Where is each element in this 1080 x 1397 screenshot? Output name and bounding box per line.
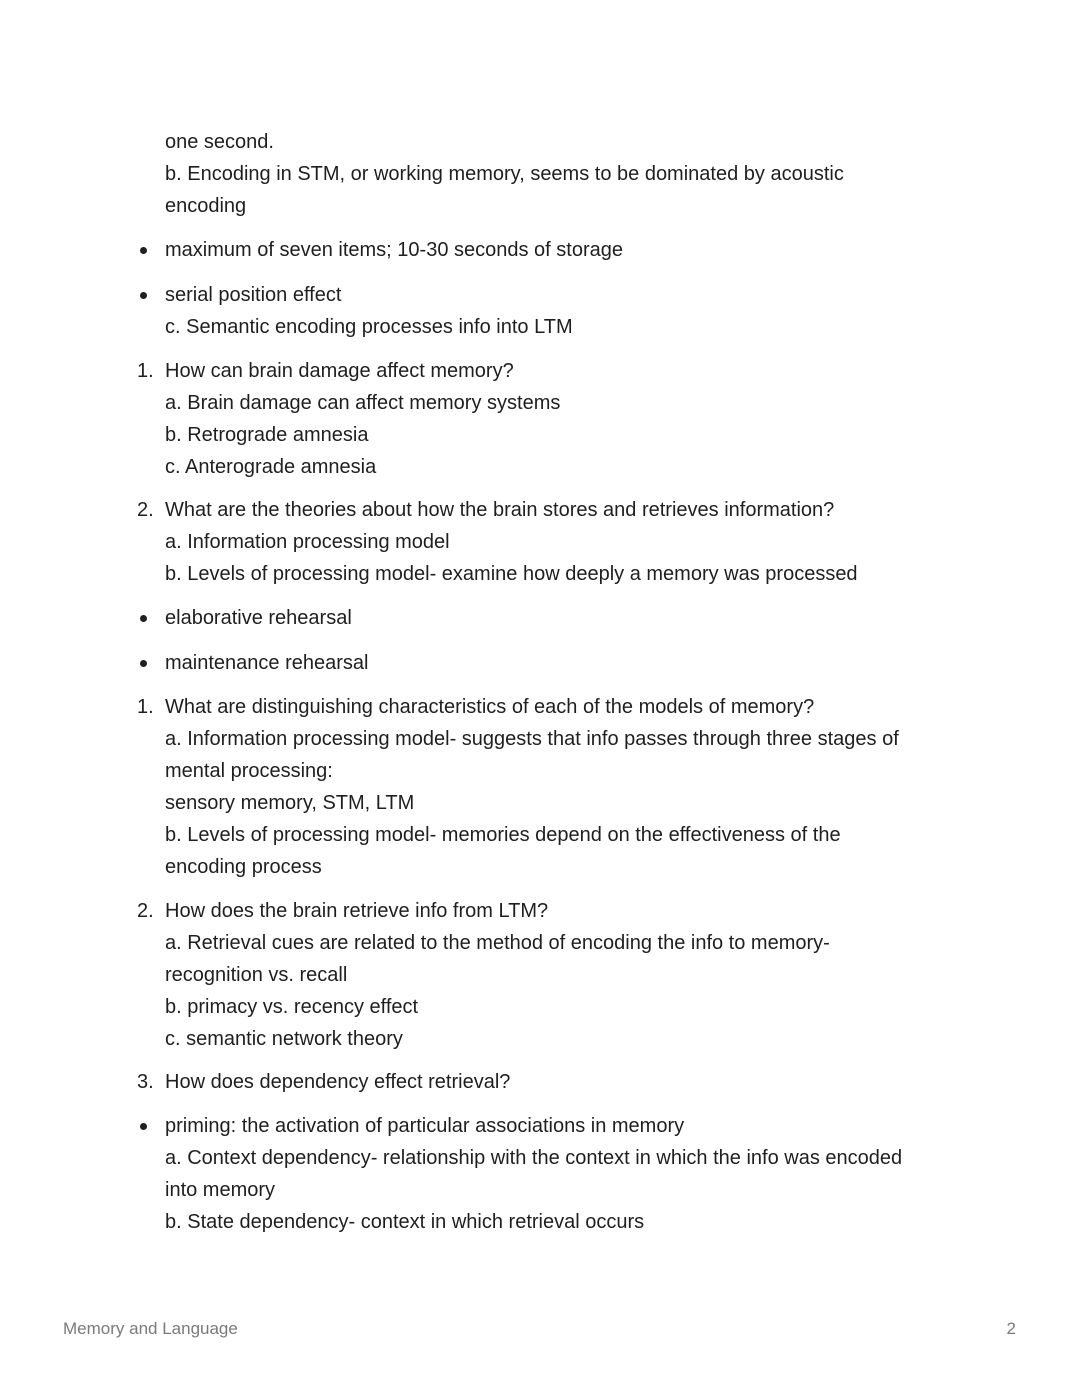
text-line: encoding process bbox=[165, 856, 322, 878]
footer-page-number: 2 bbox=[1006, 1319, 1016, 1338]
item-number: 1. bbox=[137, 360, 154, 382]
numbered-item bbox=[137, 494, 967, 590]
text-line: elaborative rehearsal bbox=[165, 607, 352, 629]
text-line: maintenance rehearsal bbox=[165, 652, 369, 674]
item-lines bbox=[165, 895, 967, 1055]
item-lines bbox=[165, 1066, 967, 1098]
item-lines bbox=[165, 234, 967, 266]
text-line: mental processing: bbox=[165, 760, 333, 782]
numbered-item bbox=[137, 1066, 967, 1098]
bullet-icon bbox=[140, 615, 147, 622]
item-lines bbox=[165, 647, 967, 679]
bullet-icon bbox=[140, 1123, 147, 1130]
bullet-item bbox=[137, 602, 967, 634]
text-line: What are distinguishing characteristics of each of the models of memory? bbox=[165, 696, 815, 718]
text-line: How can brain damage affect memory? bbox=[165, 360, 514, 382]
bullet-icon bbox=[140, 292, 147, 299]
text-line: a. Information processing model bbox=[165, 531, 450, 553]
text-line: b. Levels of processing model- examine how deeply a memory was processed bbox=[165, 563, 858, 585]
item-number: 3. bbox=[137, 1071, 154, 1093]
text-line: How does the brain retrieve info from LTM? bbox=[165, 900, 549, 922]
text-line: into memory bbox=[165, 1179, 276, 1201]
text-line: c. Semantic encoding processes info into LTM bbox=[165, 316, 573, 338]
text-line: c. semantic network theory bbox=[165, 1028, 403, 1050]
bullet-icon bbox=[140, 247, 147, 254]
text-line: b. Encoding in STM, or working memory, seems to be dominated by acoustic bbox=[165, 163, 844, 185]
text-line: encoding bbox=[165, 195, 247, 217]
bullet-item bbox=[137, 1110, 967, 1238]
item-lines bbox=[165, 1110, 967, 1238]
text-line: b. Retrograde amnesia bbox=[165, 424, 369, 446]
item-lines bbox=[165, 355, 967, 483]
text-line: What are the theories about how the brain stores and retrieves information? bbox=[165, 499, 835, 521]
text-line: sensory memory, STM, LTM bbox=[165, 792, 415, 814]
text-line: How does dependency effect retrieval? bbox=[165, 1071, 511, 1093]
item-lines bbox=[165, 494, 967, 590]
text-line: recognition vs. recall bbox=[165, 964, 348, 986]
text-line: b. Levels of processing model- memories depend on the effectiveness of the bbox=[165, 824, 841, 846]
text-line: a. Context dependency- relationship with the context in which the info was encoded bbox=[165, 1147, 903, 1169]
text-line: serial position effect bbox=[165, 284, 342, 306]
footer-title: Memory and Language bbox=[63, 1319, 238, 1338]
bullet-icon bbox=[140, 660, 147, 667]
numbered-item bbox=[137, 691, 967, 883]
item-lines bbox=[165, 126, 967, 222]
item-number: 1. bbox=[137, 696, 154, 718]
text-line: b. primacy vs. recency effect bbox=[165, 996, 419, 1018]
numbered-item bbox=[137, 895, 967, 1055]
item-lines bbox=[165, 602, 967, 634]
item-lines bbox=[165, 279, 967, 343]
bullet-item bbox=[137, 647, 967, 679]
text-line: a. Brain damage can affect memory systems bbox=[165, 392, 561, 414]
item-number: 2. bbox=[137, 499, 154, 521]
text-line: b. State dependency- context in which retrieval occurs bbox=[165, 1211, 645, 1233]
bullet-item bbox=[137, 234, 967, 266]
text-line: a. Information processing model- suggests that info passes through three stages of bbox=[165, 728, 899, 750]
bullet-item bbox=[137, 279, 967, 343]
text-line: one second. bbox=[165, 131, 274, 153]
item-lines bbox=[165, 691, 967, 883]
numbered-item bbox=[137, 355, 967, 483]
text-line: maximum of seven items; 10-30 seconds of storage bbox=[165, 239, 623, 261]
text-line: priming: the activation of particular associations in memory bbox=[165, 1115, 685, 1137]
item-number: 2. bbox=[137, 900, 154, 922]
text-line: c. Anterograde amnesia bbox=[165, 456, 377, 478]
text-line: a. Retrieval cues are related to the method of encoding the info to memory- bbox=[165, 932, 830, 954]
text-block bbox=[137, 126, 967, 222]
